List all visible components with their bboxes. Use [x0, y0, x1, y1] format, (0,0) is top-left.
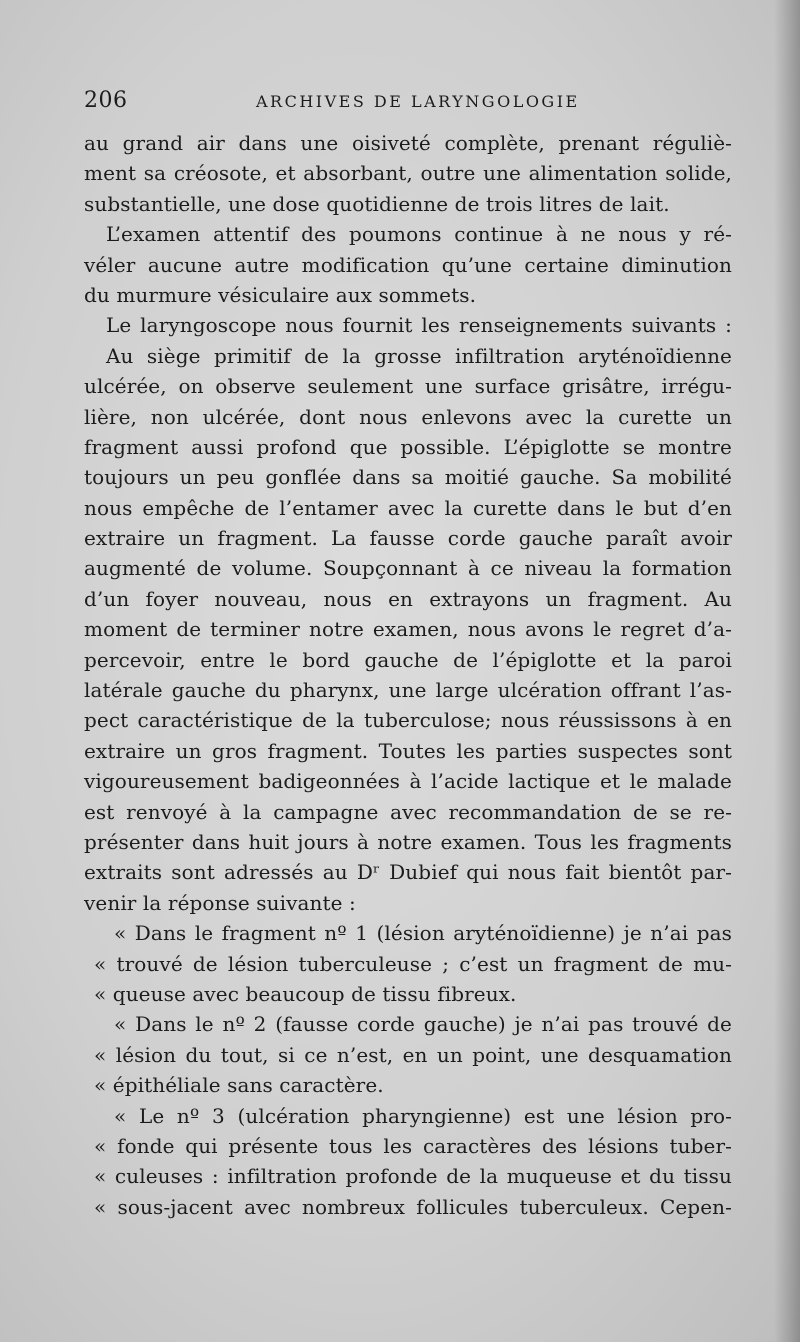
text-line: vigoureusement badigeonnées à l’acide lactique et le malade: [84, 769, 732, 794]
text-line: au grand air dans une oisiveté complète, prenant réguliè-: [84, 131, 732, 155]
page-edge-shadow: [774, 0, 800, 1342]
text-line: extraire un fragment. La fausse corde gauche paraît avoir: [84, 526, 732, 551]
text-line: ulcérée, on observe seulement une surface grisâtre, irrégu-: [84, 374, 732, 399]
page-number: 206: [84, 88, 128, 113]
text-line: « trouvé de lésion tuberculeuse ; c’est un fragment de mu-: [94, 951, 732, 976]
text-line: substantielle, une dose quotidienne de trois litres de lait.: [84, 191, 670, 216]
text-line: « Dans le fragment nº 1 (lésion aryténoïdienne) je n’ai pas: [114, 921, 732, 946]
text-line: L’examen attentif des poumons continue à ne nous y ré-: [106, 222, 732, 247]
text-line: est renvoyé à la campagne avec recommandation de se re-: [84, 799, 732, 824]
text-line: Le laryngoscope nous fournit les renseignements suivants :: [106, 313, 732, 338]
text-line: toujours un peu gonflée dans sa moitié gauche. Sa mobilité: [84, 465, 732, 490]
text-line: « lésion du tout, si ce n’est, en un point, une desquamation: [94, 1042, 732, 1067]
text-line: « queuse avec beaucoup de tissu fibreux.: [94, 981, 517, 1006]
text-line: véler aucune autre modification qu’une certaine diminution: [84, 252, 732, 277]
text-line: « Le nº 3 (ulcération pharyngienne) est une lésion pro-: [114, 1103, 732, 1128]
text-line: venir la réponse suivante :: [84, 890, 356, 915]
text-line: « culeuses : infiltration profonde de la muqueuse et du tissu: [94, 1164, 732, 1189]
text-line: « Dans le nº 2 (fausse corde gauche) je n’ai pas trouvé de: [114, 1012, 732, 1037]
body-text: [84, 128, 732, 1222]
text-line: Au siège primitif de la grosse infiltration aryténoïdienne: [106, 343, 732, 368]
page-header: [84, 88, 724, 118]
text-line: latérale gauche du pharynx, une large ulcération offrant l’as-: [84, 678, 732, 703]
text-line: moment de terminer notre examen, nous avons le regret d’a-: [84, 617, 732, 642]
text-line: présenter dans huit jours à notre examen. Tous les fragments: [84, 829, 732, 854]
text-line: pect caractéristique de la tuberculose; nous réussissons à en: [84, 708, 732, 733]
text-line: extraits sont adressés au Dʳ Dubief qui nous fait bientôt par-: [84, 860, 732, 885]
text-line: percevoir, entre le bord gauche de l’épiglotte et la paroi: [84, 647, 732, 672]
running-title: ARCHIVES DE LARYNGOLOGIE: [256, 92, 580, 111]
text-line: du murmure vésiculaire aux sommets.: [84, 282, 477, 307]
text-line: lière, non ulcérée, dont nous enlevons avec la curette un: [84, 404, 732, 429]
text-line: d’un foyer nouveau, nous en extrayons un fragment. Au: [84, 586, 732, 611]
text-line: augmenté de volume. Soupçonnant à ce niveau la formation: [84, 556, 732, 581]
text-line: nous empêche de l’entamer avec la curette dans le but d’en: [84, 495, 732, 520]
text-line: extraire un gros fragment. Toutes les parties suspectes sont: [84, 738, 732, 763]
text-line: « sous-jacent avec nombreux follicules tuberculeux. Cepen-: [94, 1194, 732, 1219]
text-line: ment sa créosote, et absorbant, outre une alimentation solide,: [84, 161, 732, 186]
text-line: « fonde qui présente tous les caractères des lésions tuber-: [94, 1133, 732, 1158]
text-line: fragment aussi profond que possible. L’épiglotte se montre: [84, 434, 732, 459]
text-line: « épithéliale sans caractère.: [94, 1073, 384, 1098]
